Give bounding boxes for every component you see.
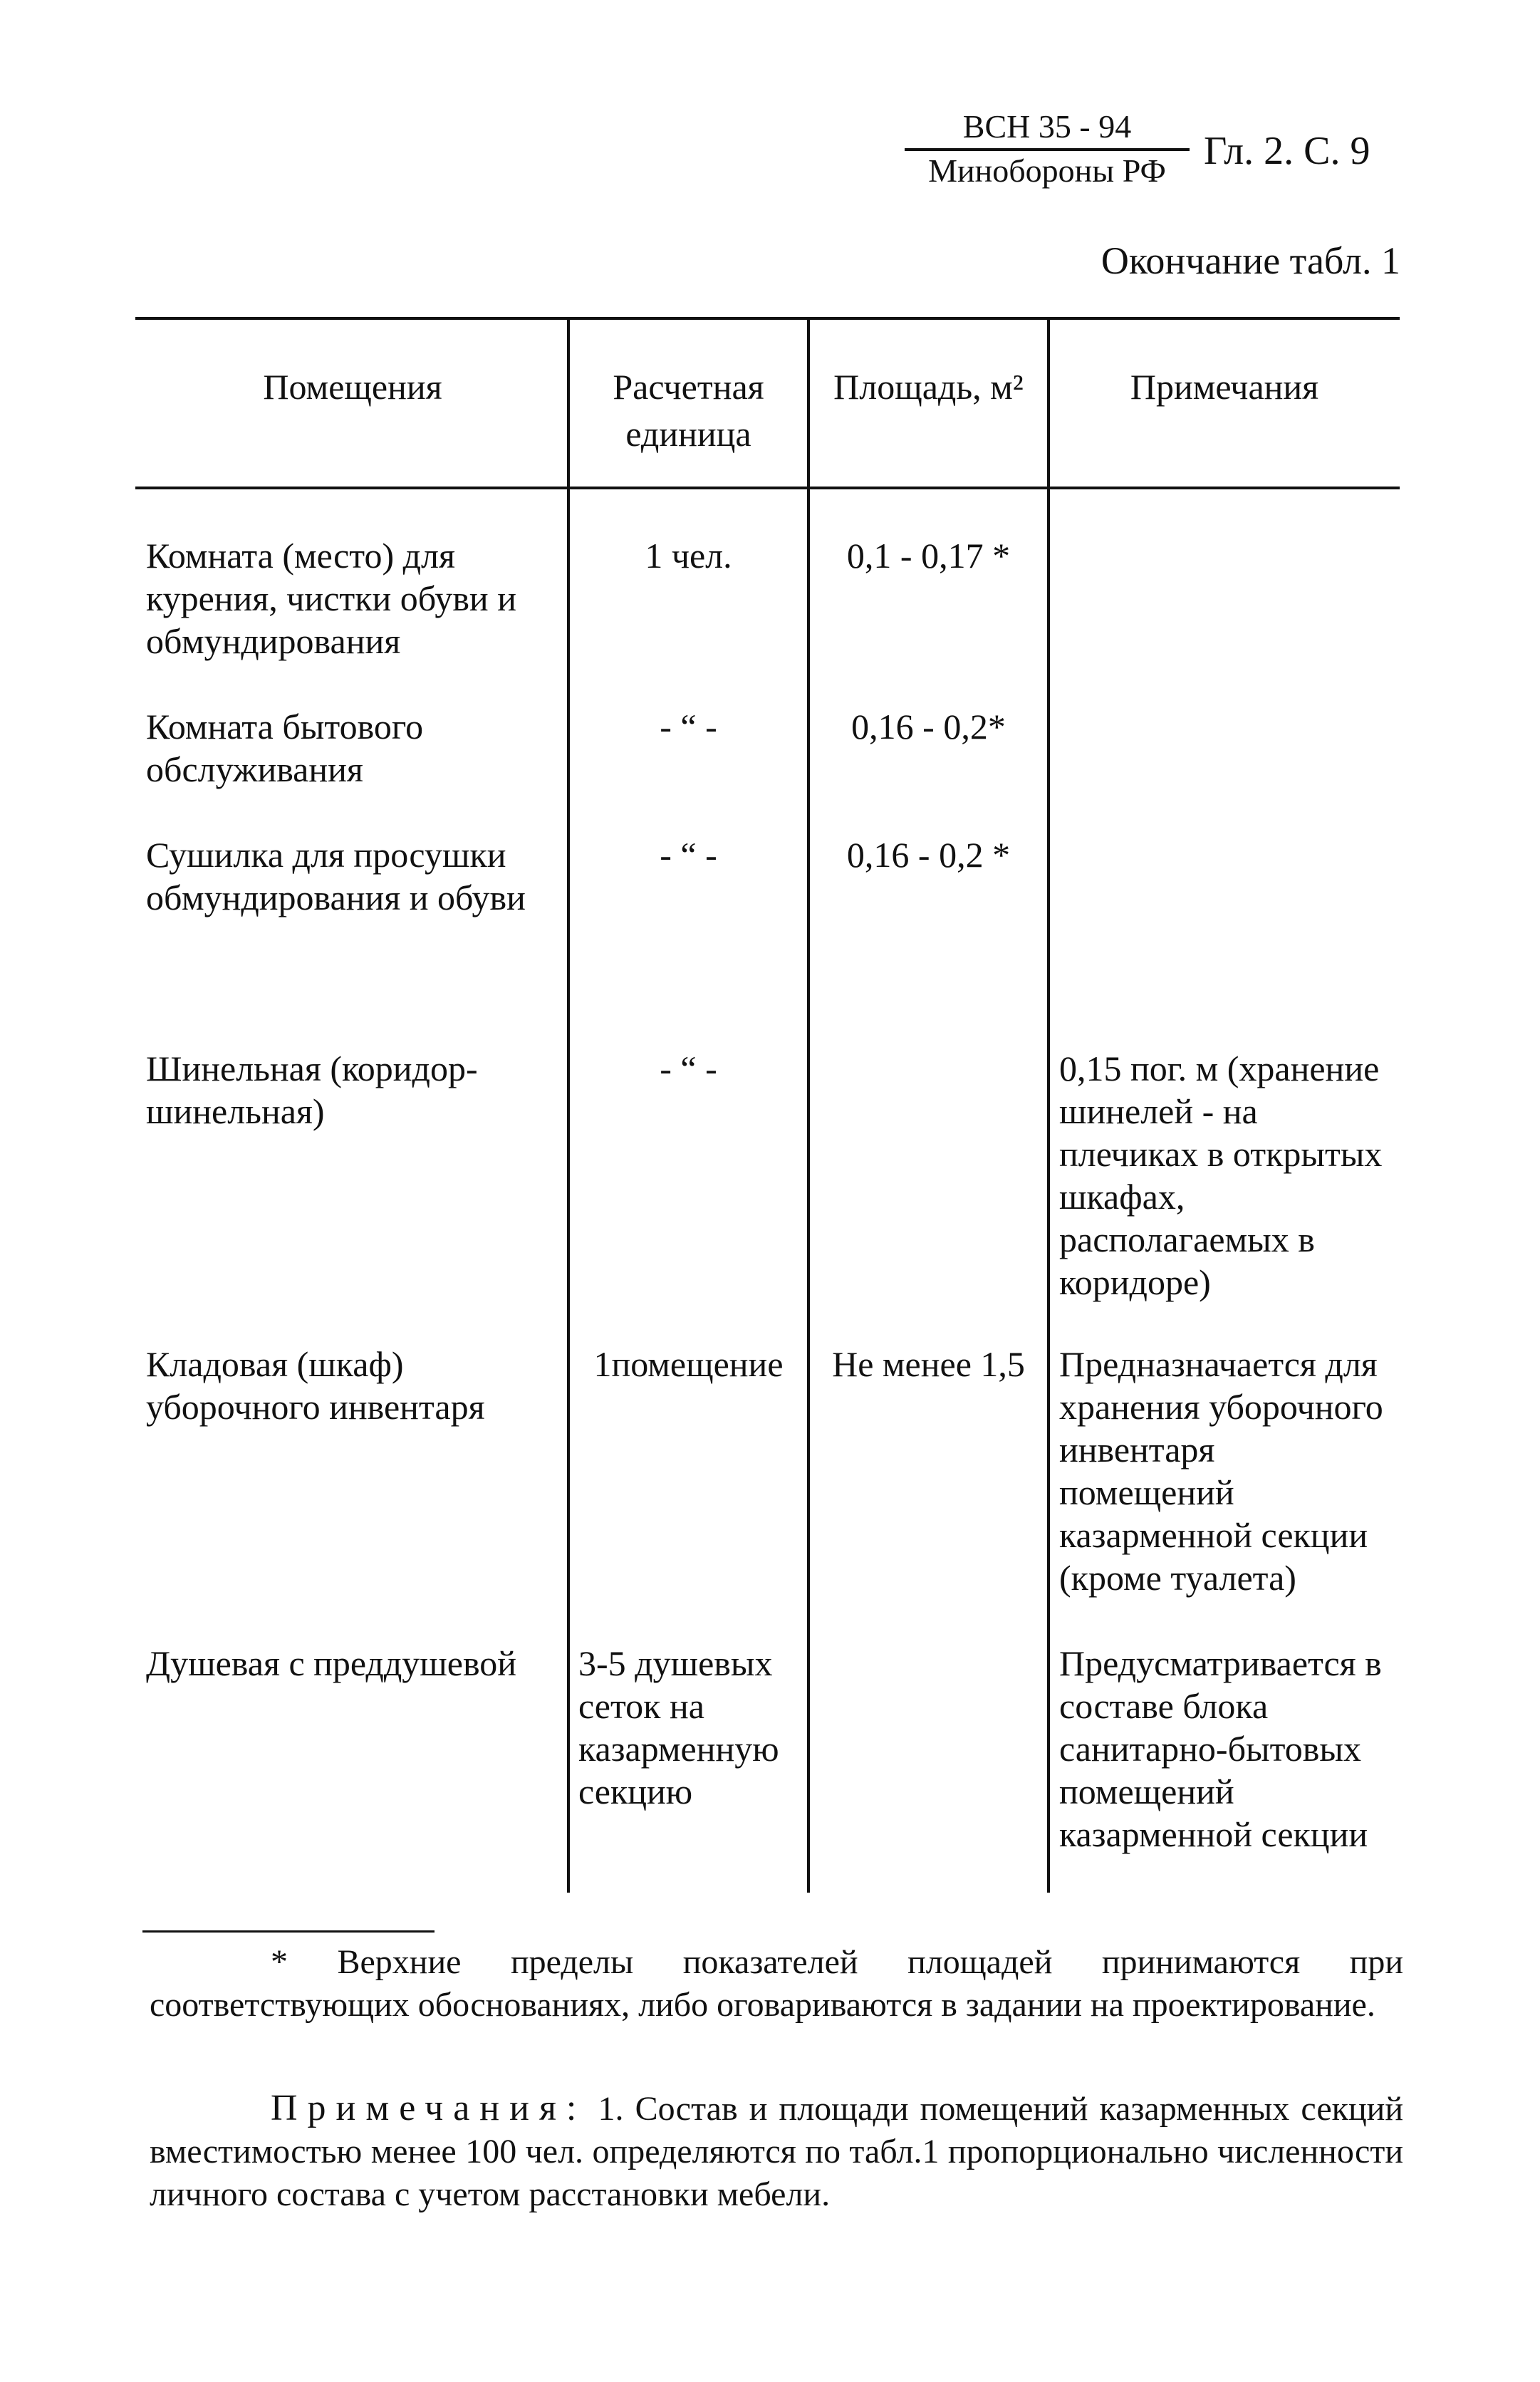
column-header-unit: Расчетная единица	[613, 367, 764, 454]
table-cell-note: 0,15 пог. м (хранение шинелей - на плечиках в открытых шкафах, располагаемых в коридоре)	[1059, 1049, 1383, 1302]
notes-paragraph	[150, 2087, 1403, 2216]
column-header-area: Площадь, м²	[833, 367, 1024, 407]
table-cell-room: Кладовая (шкаф) уборочного инвентаря	[146, 1344, 485, 1427]
table-cell-unit: - “ -	[660, 1049, 717, 1088]
table-cell-unit: 3-5 душевых сеток на казарменную секцию	[578, 1643, 779, 1811]
table-cell-room: Шинельная (коридор-шинельная)	[146, 1049, 478, 1131]
column-header-notes: Примечания	[1130, 367, 1319, 407]
document-code: ВСН 35 - 94	[905, 107, 1190, 151]
table-cell-unit: 1помещение	[593, 1344, 784, 1384]
table-header-rule	[135, 487, 1400, 489]
table-cell-note: Предназначается для хранения уборочного инвентаря помещений казарменной секции (кроме туалета)	[1059, 1344, 1383, 1598]
notes-text: 1. Состав и площади помещений казарменных секций вместимостью менее 100 чел. определяются по табл.1 пропорционально численности личного состава с учетом расстановки мебели.	[150, 2090, 1404, 2213]
footnote: * Верхние пределы показателей площадей принимаются при соответствующих обоснованиях, либо оговариваются в задании на проектирование.	[150, 1943, 1403, 2024]
table-cell-unit: 1 чел.	[645, 536, 732, 576]
table-cell-room: Комната бытового обслуживания	[146, 707, 424, 789]
ministry-name: Минобороны РФ	[928, 152, 1166, 189]
table-cell-note: Предусматривается в составе блока санитарно-бытовых помещений казарменной секции	[1059, 1643, 1382, 1854]
table-cell-room: Комната (место) для курения, чистки обуви и обмундирования	[146, 536, 516, 661]
table-cell-unit: - “ -	[660, 835, 717, 875]
table-cell-unit: - “ -	[660, 707, 717, 747]
page-reference: Гл. 2. С. 9	[1204, 129, 1370, 173]
table-cell-room: Душевая с преддушевой	[146, 1643, 517, 1683]
table-cell-area: Не менее 1,5	[832, 1344, 1025, 1384]
table-cell-room: Сушилка для просушки обмундирования и обуви	[146, 835, 526, 917]
footnote-rule	[142, 1930, 435, 1933]
table-cell-area: 0,1 - 0,17 *	[846, 536, 1011, 576]
table-cell-area: 0,16 - 0,2 *	[846, 835, 1011, 875]
table-top-rule	[135, 317, 1400, 320]
notes-label: Примечания:	[271, 2088, 587, 2128]
column-divider	[1047, 318, 1050, 1893]
table-cell-area: 0,16 - 0,2*	[851, 707, 1006, 747]
table-caption: Окончание табл. 1	[1101, 239, 1400, 282]
document-code-block	[905, 107, 1190, 191]
column-header-rooms: Помещения	[263, 367, 442, 407]
